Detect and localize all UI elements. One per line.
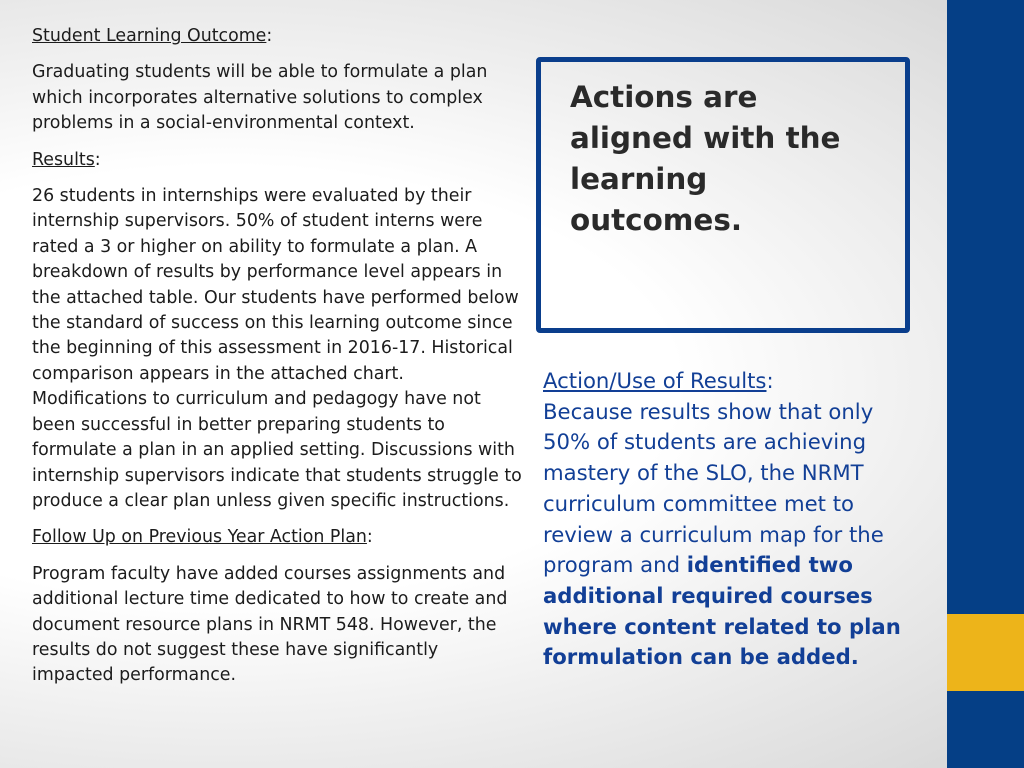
callout-text: Actions are aligned with the learning outcomes. — [570, 80, 841, 237]
action-text-plain: Because results show that only 50% of students are achieving mastery of the SLO, the NRMT curriculum committee met to review a curriculum map for the program and — [543, 398, 884, 578]
action-heading: Action/Use of Results — [543, 368, 767, 393]
slo-heading: Student Learning Outcome — [32, 26, 267, 46]
callout-box — [536, 57, 910, 333]
action-body — [543, 397, 923, 673]
slo-heading-line: Student Learning Outcome: — [32, 26, 273, 46]
action-text-bold: identified two additional required courses where content related to plan formulation can be added. — [543, 552, 901, 670]
followup-text: Program faculty have added courses assignments and additional lecture time dedicated to how to create and document resource plans in NRMT 548. However, the results do not suggest these have significantly impacted performance. — [32, 563, 508, 686]
followup-heading-line: Follow Up on Previous Year Action Plan: — [32, 527, 373, 548]
followup-heading: Follow Up on Previous Year Action Plan — [32, 527, 367, 548]
results-heading: Results — [32, 149, 95, 170]
slo-text: Graduating students will be able to formulate a plan which incorporates alternative solutions to complex problems in a social-environmental context. — [32, 62, 488, 134]
action-section — [543, 366, 923, 673]
left-column — [32, 24, 522, 700]
decorative-gold-block — [947, 614, 1024, 691]
results-heading-line: Results: — [32, 149, 101, 170]
results-text: 26 students in internships were evaluated by their internship supervisors. 50% of student interns were rated a 3 or higher on ability to formulate a plan. A breakdown of results by performance level appears in the attached table. Our students have performed below the standard of success on this learning outcome since the beginning of this assessment in 2016-17. Historical comparison appears in the attached chart. Modifications to curriculum and pedagogy have not been successful in better preparing students to formulate a plan in an applied setting. Discussions with internship supervisors indicate that students struggle to produce a clear plan unless given specific instructions. — [32, 186, 522, 511]
action-heading-line: Action/Use of Results: — [543, 368, 774, 393]
